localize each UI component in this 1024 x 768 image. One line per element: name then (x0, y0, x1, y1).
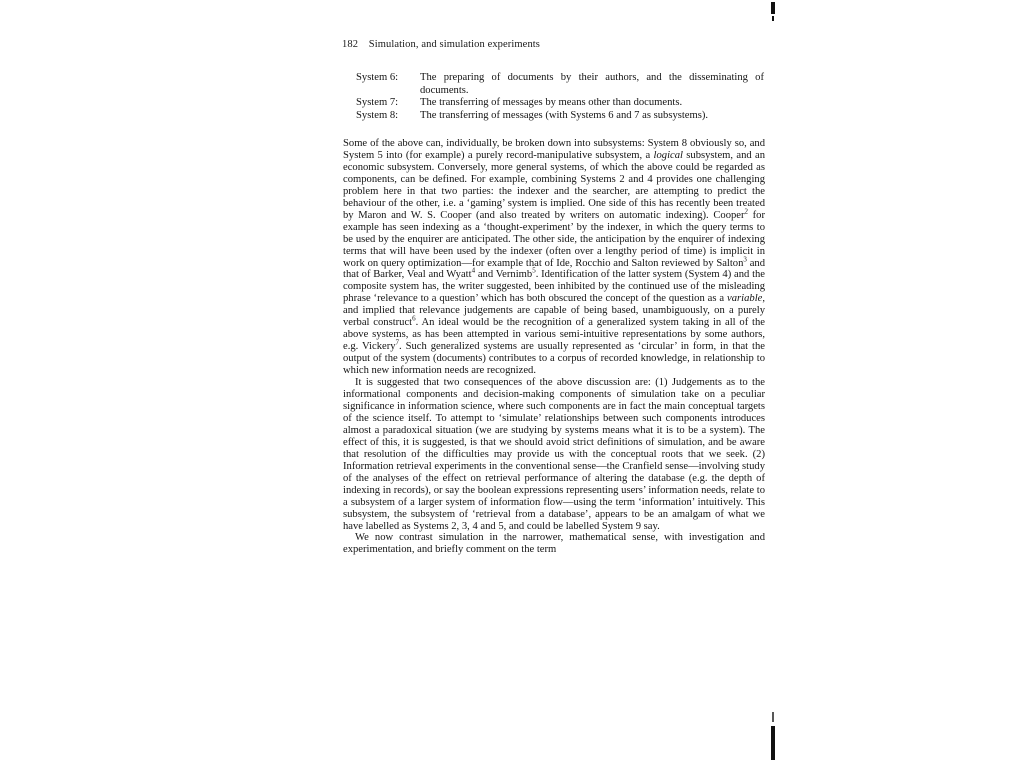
page-number: 182 (342, 39, 359, 50)
italic-term: logical (653, 149, 683, 161)
text-run: for example has seen indexing as a ‘thought-experiment’ by the indexer, in which the query terms to be used by the enquirer are anticipated. The other side, the anticipation by the enquirer of indexing terms that will have been used by the indexer (often over a lengthy period of time) is implicit in work on query optimization—for example that of Ide, Rocchio and Salton reviewed by Salton (343, 209, 765, 269)
reference-marker: 4 (471, 266, 476, 275)
system-label: System 8: (356, 109, 399, 121)
paragraph: It is suggested that two consequences of the above discussion are: (1) Judgements as to the informational components and decision-making components of simulation take on a peculiar significance in information science, where such components are in fact the main conceptual targets of the science itself. To attempt to ‘simulate’ relationships between such components introduces almost a paradoxical situation (we are studying by systems means what it is to be a system). The effect of this, it is suggested, is that we should avoid strict definitions of simulation, and be aware that resolution of the difficulties may provide us with the conceptual roots that we seek. (2) Information retrieval experiments in the conventional sense—the Cranfield sense—involving study of the analyses of the effect on retrieval performance of altering the database (e.g. the depth of indexing in records), or say the boolean expressions representing users’ information needs, relate to a subsystem of a larger system of information flow—using the term ‘information’ intuitively. This subsystem, the subsystem of ‘retrieval from a database’, appears to be an amalgam of what we have labelled as Systems 2, 3, 4 and 5, and could be labelled System 9 say. (343, 377, 765, 532)
reference-marker: 7 (395, 338, 400, 347)
running-head-title: Simulation, and simulation experiments (368, 39, 540, 50)
running-head (342, 39, 540, 50)
scan-edge-mark (771, 726, 775, 760)
text-run: and Vernimb (475, 269, 533, 281)
reference-marker: 3 (743, 255, 747, 263)
paragraph: We now contrast simulation in the narrower, mathematical sense, with investigation and experimentation, and briefly comment on the term (343, 532, 765, 556)
italic-term: variable (727, 293, 763, 305)
system-description: The transferring of messages by means other than documents. (420, 97, 683, 109)
text-run: . Identification of the latter system (System 4) and the composite system has, the writer suggested, been inhibited by the continued use of the misleading phrase ‘relevance to a question’ which has both obscured the concept of the question as a (343, 269, 766, 305)
systems-list (356, 72, 764, 122)
reference-marker: 5 (532, 266, 536, 275)
text-run: and that of Barker, Veal and Wyatt (343, 257, 765, 281)
scan-edge-mark (772, 712, 774, 722)
system-item (356, 97, 764, 110)
text-run: Some of the above can, individually, be broken down into subsystems: System 8 obviously so, and System 5 into (for example) a purely record-manipulative subsystem, a (343, 138, 765, 161)
paragraph (343, 138, 765, 377)
body-text (343, 138, 765, 556)
text-run: , and implied that relevance judgements are capable of being based, unambiguously, on a purely verbal construct (343, 293, 765, 329)
scan-edge-mark (772, 16, 774, 21)
system-description: The transferring of messages (with Systems 6 and 7 as subsystems). (420, 109, 709, 121)
text-run: . Such generalized systems are usually represented as ‘circular’ in form, in that the output of the system (documents) contributes to a corpus of recorded knowledge, in relationship to which new information needs are recognized. (343, 341, 765, 377)
system-item (356, 110, 764, 123)
system-item (356, 72, 764, 97)
text-run: subsystem, and an economic subsystem. Conversely, more general systems, of which the above could be regarded as components, can be defined. For example, combining Systems 2 and 4 provides one challenging problem here in that two parties: the indexer and the searcher, are attempting to predict the behaviour of the other, i.e. a ‘gaming’ system is implied. One side of this has recently been treated by Maron and W. S. Cooper (and also treated by writers on automatic indexing). Cooper (343, 149, 765, 221)
reference-marker: 6 (412, 314, 416, 323)
system-description: The preparing of documents by their authors, and the disseminating of documents. (420, 72, 764, 96)
text-run: . An ideal would be the recognition of a generalized system taking in all of the above systems, as has been attempted in various semi-intuitive representations by some authors, e.g. Vickery (343, 317, 765, 353)
scan-edge-mark (771, 2, 775, 14)
reference-marker: 2 (744, 207, 749, 216)
system-label: System 7: (356, 97, 399, 109)
system-label: System 6: (356, 72, 399, 83)
